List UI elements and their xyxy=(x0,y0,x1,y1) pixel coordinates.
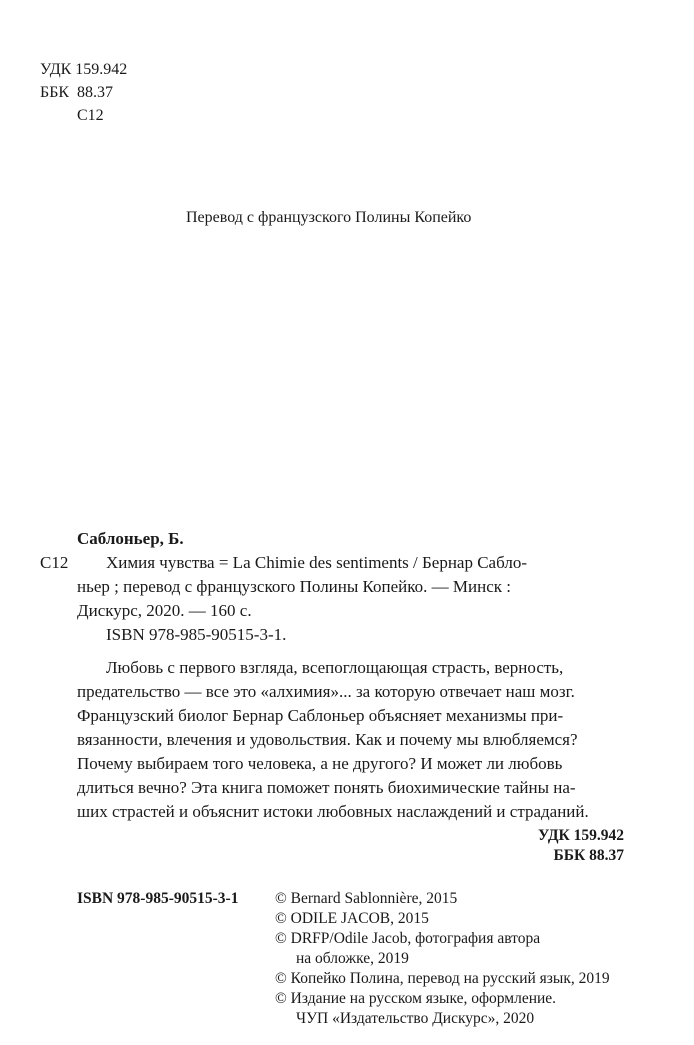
annotation-bbk: ББК 88.37 xyxy=(553,847,624,864)
annotation-line: предательство — все это «алхимия»... за которую отвечает наш мозг. xyxy=(77,682,575,701)
annotation-line: Французский биолог Бернар Саблоньер объясняет механизмы при- xyxy=(77,706,564,725)
annotation-line: Любовь с первого взгляда, всепоглощающая страсть, верность, xyxy=(106,658,564,677)
catalog-entry-line: Дискурс, 2020. — 160 с. xyxy=(77,601,252,620)
bbk-code: ББК 88.37 xyxy=(40,84,114,101)
catalog-entry-line: Химия чувства = La Chimie des sentiments / Бернар Сабло- xyxy=(106,553,527,572)
catalog-isbn: ISBN 978-985-90515-3-1. xyxy=(106,625,287,644)
catalog-author-heading: Саблоньер, Б. xyxy=(77,529,184,548)
copyright-line: © Издание на русском языке, оформление. xyxy=(275,990,557,1007)
copyright-line: © ODILE JACOB, 2015 xyxy=(275,910,429,927)
author-mark: С12 xyxy=(77,107,104,124)
copyright-line: ЧУП «Издательство Дискурс», 2020 xyxy=(296,1010,535,1027)
annotation-udk: УДК 159.942 xyxy=(538,827,624,844)
annotation-line: длиться вечно? Эта книга поможет понять биохимические тайны на- xyxy=(77,778,576,797)
catalog-entry-line: ньер ; перевод с французского Полины Копейко. — Минск : xyxy=(77,577,512,596)
copyright-line: © DRFP/Odile Jacob, фотография автора xyxy=(275,930,541,947)
annotation-line: Почему выбираем того человека, а не другого? И может ли любовь xyxy=(77,754,563,773)
annotation-line: ших страстей и объяснит истоки любовных наслаждений и страданий. xyxy=(77,802,589,821)
footer-isbn: ISBN 978-985-90515-3-1 xyxy=(77,890,239,907)
copyright-line: © Копейко Полина, перевод на русский язык, 2019 xyxy=(275,970,610,987)
catalog-author-mark: С12 xyxy=(40,553,69,572)
translation-note: Перевод с французского Полины Копейко xyxy=(186,209,472,226)
annotation-line: вязанности, влечения и удовольствия. Как и почему мы влюбляемся? xyxy=(77,730,578,749)
copyright-line: на обложке, 2019 xyxy=(296,950,409,967)
udk-code: УДК 159.942 xyxy=(40,61,128,78)
copyright-line: © Bernard Sablonnière, 2015 xyxy=(275,890,458,907)
